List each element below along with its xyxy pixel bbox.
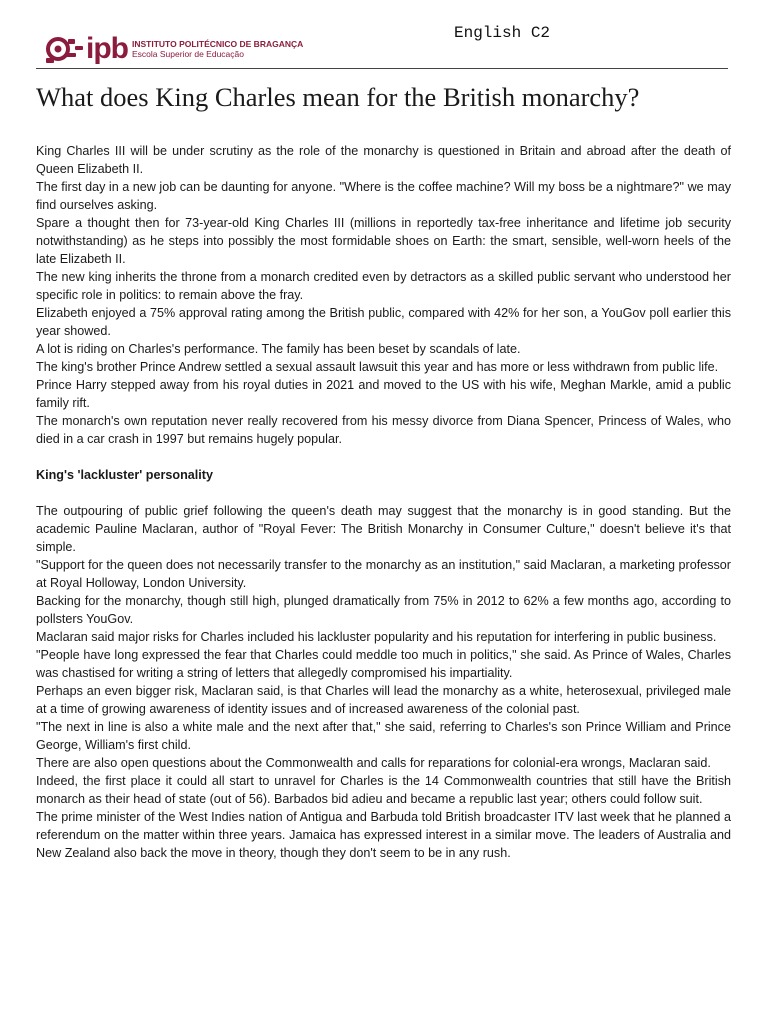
paragraph: There are also open questions about the Commonwealth and calls for reparations for colonial-era wrongs, Maclaran said. bbox=[36, 756, 711, 770]
section-heading: King's 'lackluster' personality bbox=[36, 468, 213, 482]
section-personality bbox=[36, 502, 731, 862]
logo-text bbox=[132, 39, 303, 59]
paragraph: King Charles III will be under scrutiny as the role of the monarchy is questioned in Britain and abroad after the death of Queen Elizabeth II. bbox=[36, 144, 731, 176]
section-spacer bbox=[36, 448, 731, 466]
paragraph: The first day in a new job can be daunting for anyone. "Where is the coffee machine? Will my boss be a nightmare?" we may find ourselves asking. bbox=[36, 180, 731, 212]
section-intro bbox=[36, 142, 731, 448]
section-spacer bbox=[36, 484, 731, 502]
paragraph: "People have long expressed the fear that Charles could meddle too much in politics," she said. As Prince of Wales, Charles was chastised for writing a string of letters that allegedly compromised his impartiality. bbox=[36, 648, 731, 680]
paragraph: Maclaran said major risks for Charles included his lackluster popularity and his reputation for interfering in public business. bbox=[36, 630, 717, 644]
paragraph: "The next in line is also a white male and the next after that," she said, referring to Charles's son Prince William and Prince George, William's first child. bbox=[36, 720, 731, 752]
paragraph: Indeed, the first place it could all start to unravel for Charles is the 14 Commonwealth countries that still have the British monarch as their head of state (out of 56). Barbados bid adieu and became a republic last year; others could follow suit. bbox=[36, 774, 731, 806]
course-label: English C2 bbox=[454, 24, 551, 42]
paragraph: Elizabeth enjoyed a 75% approval rating among the British public, compared with 42% for her son, a YouGov poll earlier this year showed. bbox=[36, 306, 731, 338]
paragraph: The new king inherits the throne from a monarch credited even by detractors as a skilled public servant who understood her specific role in politics: to remain above the fray. bbox=[36, 270, 731, 302]
paragraph: Spare a thought then for 73-year-old King Charles III (millions in reportedly tax-free inheritance and lifetime job security notwithstanding) as he steps into possibly the most formidable shoes on Earth: the smart, sensible, well-worn heels of the late Elizabeth II. bbox=[36, 216, 731, 266]
ipb-emblem-icon bbox=[44, 33, 84, 65]
paragraph: The outpouring of public grief following the queen's death may suggest that the monarchy is in good standing. But the academic Pauline Maclaran, author of "Royal Fever: The British Monarchy in Consumer Culture," doesn't believe it's that simple. bbox=[36, 504, 731, 554]
paragraph: Prince Harry stepped away from his royal duties in 2021 and moved to the US with his wife, Meghan Markle, amid a public family rift. bbox=[36, 378, 731, 410]
logo-wordmark: ipb bbox=[86, 32, 128, 65]
school-name: Escola Superior de Educação bbox=[132, 49, 244, 59]
paragraph: Backing for the monarchy, though still high, plunged dramatically from 75% in 2012 to 62% a few months ago, according to pollsters YouGov. bbox=[36, 594, 731, 626]
article-title: What does King Charles mean for the British monarchy? bbox=[36, 82, 640, 112]
paragraph: The king's brother Prince Andrew settled a sexual assault lawsuit this year and has more or less withdrawn from public life. bbox=[36, 360, 719, 374]
paragraph: Perhaps an even bigger risk, Maclaran said, is that Charles will lead the monarchy as a white, heterosexual, privileged male at a time of growing awareness of identity issues and of increased awareness of the colonial past. bbox=[36, 684, 731, 716]
article-body bbox=[36, 142, 731, 862]
paragraph: A lot is riding on Charles's performance. The family has been beset by scandals of late. bbox=[36, 342, 521, 356]
paragraph: The prime minister of the West Indies nation of Antigua and Barbuda told British broadcaster ITV last week that he planned a referendum on the matter within three years. Jamaica has expressed interest in a similar move. The leaders of Australia and New Zealand also back the move in theory, though they don't seem to be in any rush. bbox=[36, 810, 731, 860]
paragraph: "Support for the queen does not necessarily transfer to the monarchy as an institution," said Maclaran, a marketing professor at Royal Holloway, London University. bbox=[36, 558, 731, 590]
page-header bbox=[36, 22, 728, 69]
paragraph: The monarch's own reputation never really recovered from his messy divorce from Diana Spencer, Princess of Wales, who died in a car crash in 1997 but remains hugely popular. bbox=[36, 414, 731, 446]
institution-name: INSTITUTO POLITÉCNICO DE BRAGANÇA bbox=[132, 39, 304, 49]
institution-logo bbox=[44, 32, 303, 66]
